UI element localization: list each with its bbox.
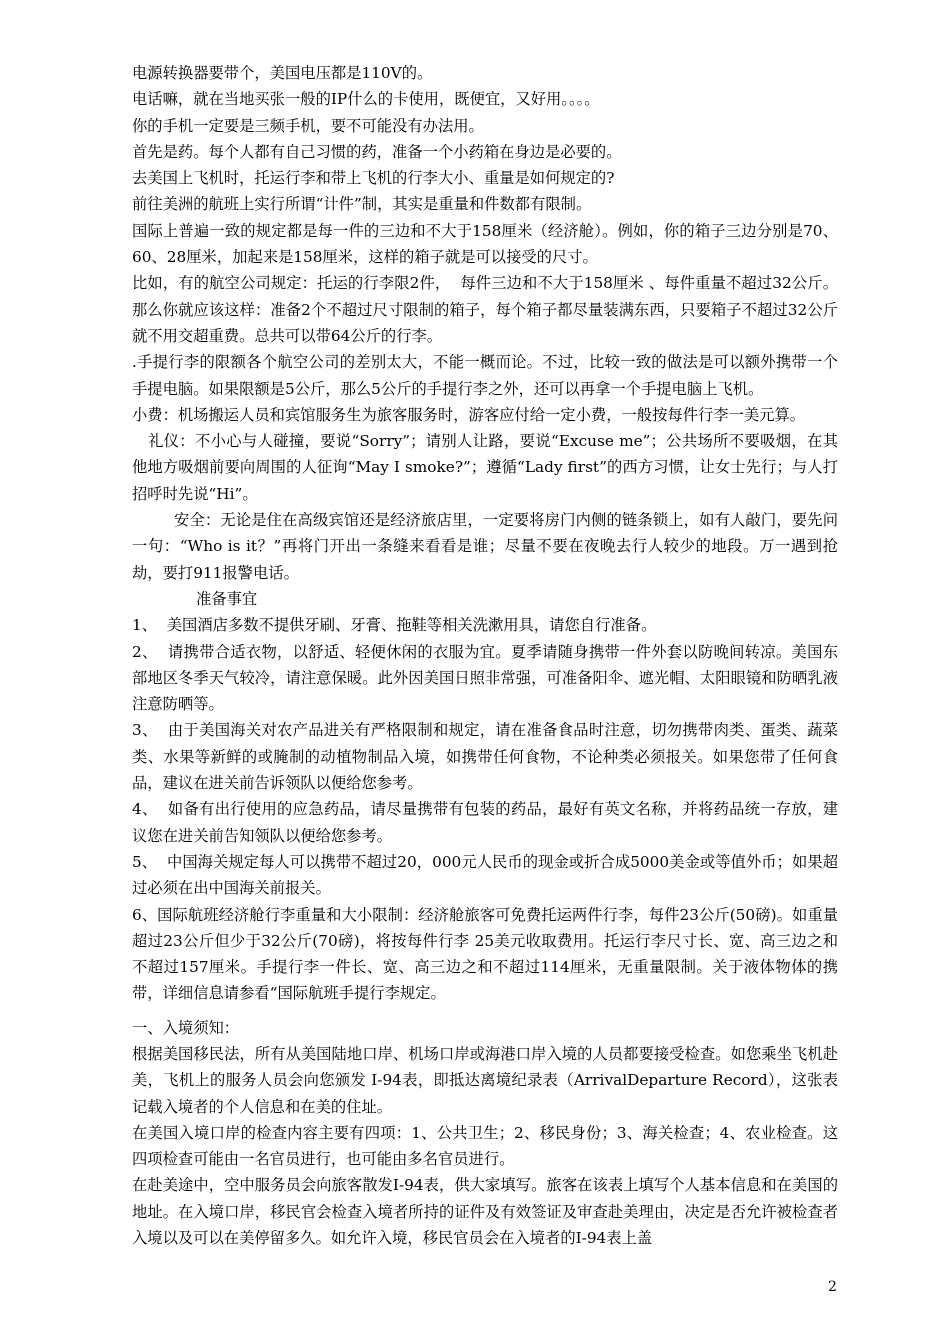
list-item: 6、国际航班经济舱行李重量和大小限制：经济舱旅客可免费托运两件行李，每件23公斤(50磅)。如重量超过23公斤但少于32公斤(70磅)，将按每件行李 25美元收取费用。托运行李尺寸长、宽、高三边之和不超过157厘米。手提行李一件长、宽、高三边之和不超过114厘米，无重量限制。关于液体物体的携带，详细信息请参看“国际航班手提行李规定。 (132, 905, 838, 1003)
list-item: 4、 如备有出行使用的应急药品，请尽量携带有包装的药品，最好有英文名称，并将药品统一存放，建议您在进关前告知领队以便给您参考。 (132, 800, 838, 845)
page-body (132, 60, 838, 1251)
paragraph: 比如，有的航空公司规定：托运的行李限2件， 每件三边和不大于158厘米 、每件重量不超过32公斤。那么你就应该这样：准备2个不超过尺寸限制的箱子，每个箱子都尽量装满东西，只要箱子不超过32公斤就不用交超重费。总共可以带64公斤的行李。 (132, 274, 838, 345)
list-item: 3、 由于美国海关对农产品进关有严格限制和规定，请在准备食品时注意，切勿携带肉类、蛋类、蔬菜类、水果等新鲜的或腌制的动植物制品入境，如携带任何食物，不论种类必须报关。如果您带了任何食品，建议在进关前告诉领队以便给您参考。 (132, 721, 838, 793)
paragraph: 根据美国移民法，所有从美国陆地口岸、机场口岸或海港口岸入境的人员都要接受检查。如您乘坐飞机赴美，飞机上的服务人员会向您颁发 I-94表，即抵达离境纪录表（ArrivalDeparture Record），这张表记载入境者的个人信息和在美的住址。 (132, 1044, 838, 1116)
safety-paragraph: 安全：无论是住在高级宾馆还是经济旅店里，一定要将房门内侧的链条锁上，如有人敲门，要先问一句：“Who is it？”再将门开出一条缝来看看是谁；尽量不要在夜晚去行人较少的地段。万一遇到抢劫，要打911报警电话。 (132, 511, 838, 582)
paragraph: 电话嘛，就在当地买张一般的IP什么的卡使用，既便宜，又好用。。。。 (132, 90, 600, 109)
paragraph: 前往美洲的航班上实行所谓“计件”制，其实是重量和件数都有限制。 (132, 195, 592, 214)
etiquette-paragraph: 礼仪：不小心与人碰撞，要说“Sorry”；请别人让路，要说“Excuse me”；公共场所不要吸烟，在其他地方吸烟前要向周围的人征询“May I smoke?”；遵循“Lady first”的西方习惯，让女士先行；与人打招呼时先说“Hi”。 (132, 432, 838, 503)
list-item: 1、 美国酒店多数不提供牙刷、牙膏、拖鞋等相关洗漱用具，请您自行准备。 (132, 616, 657, 635)
paragraph: 在赴美途中，空中服务员会向旅客散发I-94表，供大家填写。旅客在该表上填写个人基本信息和在美国的地址。在入境口岸，移民官会检查入境者所持的证件及有效签证及审查赴美理由，决定是否允许被检查者入境以及可以在美停留多久。如允许入境，移民官员会在入境者的I-94表上盖 (132, 1176, 838, 1248)
paragraph: 首先是药。每个人都有自己习惯的药，准备一个小药箱在身边是必要的。 (132, 142, 622, 161)
paragraph: 在美国入境口岸的检查内容主要有四项：1、公共卫生；2、移民身份；3、海关检查；4、农业检查。这四项检查可能由一名官员进行，也可能由多名官员进行。 (132, 1123, 838, 1169)
list-item: 5、 中国海关规定每人可以携带不超过20，000元人民币的现金或折合成5000美金或等值外币；如果超过必须在出中国海关前报关。 (132, 852, 838, 898)
paragraph: 国际上普遍一致的规定都是每一件的三边和不大于158厘米（经济舱）。例如，你的箱子三边分别是70、60、28厘米，加起来是158厘米，这样的箱子就是可以接受的尺寸。 (132, 221, 838, 267)
list-item: 2、 请携带合适衣物，以舒适、轻便休闲的衣服为宜。夏季请随身携带一件外套以防晚间转凉。美国东部地区冬季天气较冷，请注意保暖。此外因美国日照非常强，可准备阳伞、遮光帽、太阳眼镜和防晒乳液注意防晒等。 (132, 642, 838, 714)
paragraph: 你的手机一定要是三频手机，要不可能没有办法用。 (132, 116, 484, 135)
section-heading-preparation: 准备事宜 (196, 589, 258, 608)
page-number: 2 (828, 1279, 837, 1295)
paragraph: 小费：机场搬运人员和宾馆服务生为旅客服务时，游客应付给一定小费，一般按每件行李一美元算。 (132, 405, 806, 424)
section-heading-entry: 一、入境须知： (132, 1018, 240, 1037)
paragraph: .手提行李的限额各个航空公司的差别太大，不能一概而论。不过，比较一致的做法是可以额外携带一个手提电脑。如果限额是5公斤，那么5公斤的手提行李之外，还可以再拿一个手提电脑上飞机。 (132, 353, 838, 398)
paragraph: 电源转换器要带个，美国电压都是110V的。 (132, 64, 433, 82)
paragraph: 去美国上飞机时，托运行李和带上飞机的行李大小、重量是如何规定的? (132, 169, 615, 188)
